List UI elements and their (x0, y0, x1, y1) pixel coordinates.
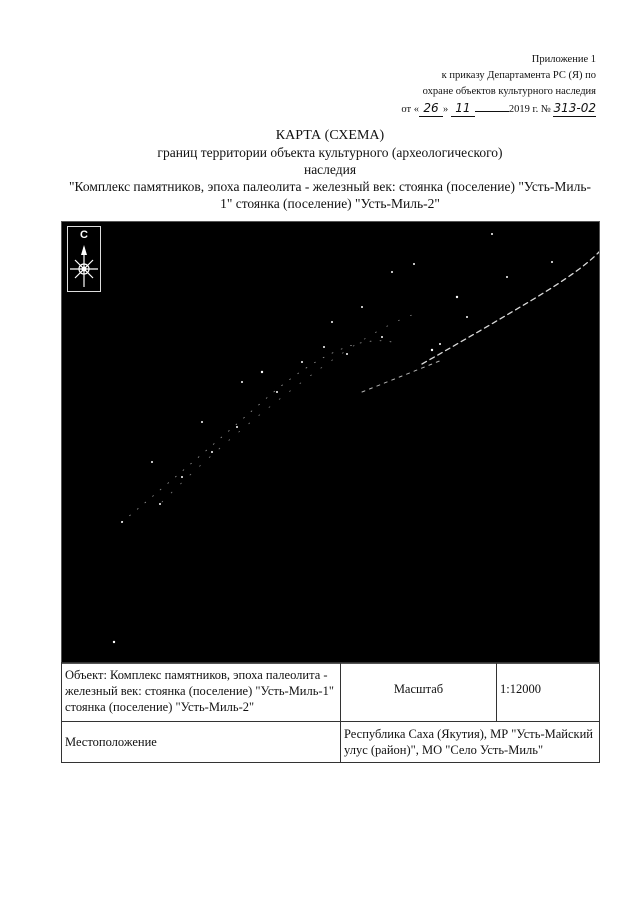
location-label: Местоположение (62, 722, 341, 763)
title-line-3: наследия (303, 162, 357, 177)
map-features (62, 222, 599, 663)
title-line-2: границ территории объекта культурного (археологического) (157, 145, 503, 160)
info-row-object (62, 663, 600, 722)
date-separator: » (442, 104, 449, 115)
river-bank-line (422, 252, 599, 364)
document-title (60, 127, 600, 212)
north-arrow (67, 226, 101, 292)
appendix-header (346, 52, 596, 118)
month-blank-line (475, 111, 509, 112)
title-line-4: "Комплекс памятников, эпоха палеолита - железный век: стоянка (поселение) "Усть-Миль- (69, 179, 591, 194)
river-bank-line-2 (362, 360, 442, 392)
appendix-line-1: Приложение 1 (531, 54, 596, 65)
faint-contour (122, 341, 392, 522)
map-info-table (61, 662, 600, 763)
date-prefix: от « (401, 104, 419, 115)
handwritten-day: 26 (419, 100, 443, 117)
year-text: 2019 г. № (508, 104, 551, 115)
appendix-date-line (346, 100, 596, 118)
handwritten-month: 11 (451, 100, 475, 117)
map-dots (113, 233, 553, 643)
map-title: КАРТА (СХЕМА) (275, 128, 385, 143)
title-line-5: 1" стоянка (поселение) "Усть-Миль-2" (220, 196, 440, 211)
compass-rose-icon (68, 243, 100, 289)
scale-value: 1:12000 (497, 663, 600, 722)
faint-contour-2 (162, 312, 422, 502)
info-row-location (62, 722, 600, 763)
object-description: Объект: Комплекс памятников, эпоха палеолита - железный век: стоянка (поселение) "Усть-Миль-1" стоянка (поселение) "Усть-Миль-2" (62, 663, 341, 722)
scale-label: Масштаб (341, 663, 497, 722)
appendix-line-2: к приказу Департамента РС (Я) по (441, 70, 596, 81)
appendix-line-3: охране объектов культурного наследия (422, 86, 596, 97)
location-value: Республика Саха (Якутия), МР "Усть-Майский улус (район)", МО "Село Усть-Миль" (341, 722, 600, 763)
handwritten-order-number: 313-02 (553, 101, 596, 115)
map-scheme (61, 221, 600, 664)
north-letter: С (80, 229, 88, 241)
